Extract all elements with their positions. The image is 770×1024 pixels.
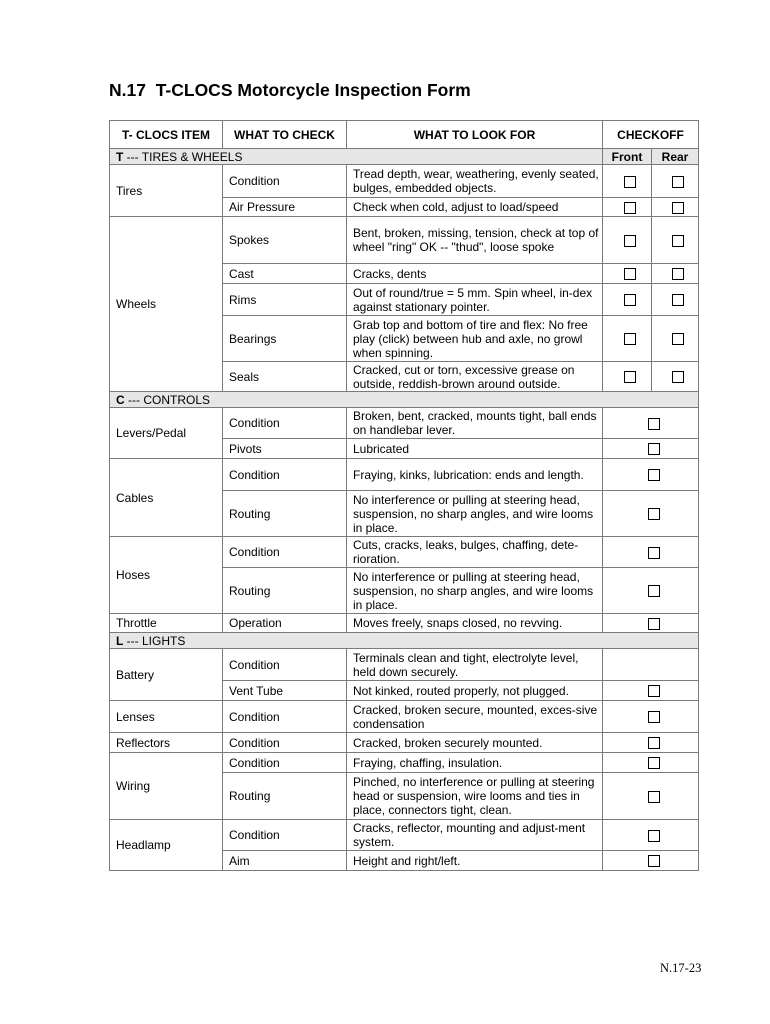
look-cell: Tread depth, wear, weathering, evenly seated, bulges, embedded objects. (347, 165, 603, 198)
check-cell: Condition (223, 165, 347, 198)
table-row (110, 537, 699, 568)
table-row (110, 408, 699, 439)
check-cell: Condition (223, 820, 347, 851)
checkbox-cell (603, 459, 699, 491)
section-label: --- LIGHTS (123, 633, 186, 648)
check-cell: Condition (223, 459, 347, 491)
header-row (110, 121, 699, 149)
item-levers-pedal: Levers/Pedal (110, 408, 223, 459)
item-headlamp: Headlamp (110, 820, 223, 871)
look-cell: Cuts, cracks, leaks, bulges, chaffing, dete-rioration. (347, 537, 603, 568)
rear-checkbox[interactable] (672, 268, 684, 280)
check-cell: Condition (223, 537, 347, 568)
checkoff-checkbox[interactable] (648, 791, 660, 803)
checkbox-cell (603, 701, 699, 733)
table-row (110, 820, 699, 851)
look-cell: Cracks, reflector, mounting and adjust-ment system. (347, 820, 603, 851)
rear-checkbox[interactable] (672, 294, 684, 306)
checkoff-checkbox[interactable] (648, 469, 660, 481)
section-label: --- CONTROLS (124, 392, 211, 407)
front-checkbox[interactable] (624, 333, 636, 345)
table-row (110, 459, 699, 491)
item-battery: Battery (110, 649, 223, 701)
check-cell: Cast (223, 264, 347, 284)
checkoff-checkbox[interactable] (648, 830, 660, 842)
front-checkbox-cell (603, 264, 652, 284)
front-checkbox[interactable] (624, 176, 636, 188)
check-cell: Air Pressure (223, 198, 347, 217)
check-cell: Seals (223, 362, 347, 392)
table-row (110, 614, 699, 633)
check-cell: Routing (223, 491, 347, 537)
front-checkbox[interactable] (624, 268, 636, 280)
look-cell: Fraying, chaffing, insulation. (347, 753, 603, 773)
page-number: N.17-23 (660, 961, 702, 975)
header-checkoff: CHECKOFF (603, 121, 699, 149)
front-checkbox-cell (603, 284, 652, 316)
check-cell: Condition (223, 408, 347, 439)
look-cell: Out of round/true = 5 mm. Spin wheel, in-dex against stationary pointer. (347, 284, 603, 316)
check-cell: Bearings (223, 316, 347, 362)
check-cell: Condition (223, 701, 347, 733)
item-hoses: Hoses (110, 537, 223, 614)
rear-checkbox[interactable] (672, 235, 684, 247)
check-cell: Aim (223, 851, 347, 871)
checkoff-checkbox[interactable] (648, 508, 660, 520)
checkbox-cell-empty (603, 649, 699, 681)
section-row-controls (110, 392, 699, 408)
table-row (110, 165, 699, 198)
table-row (110, 649, 699, 681)
look-cell: Check when cold, adjust to load/speed (347, 198, 603, 217)
checkbox-cell (603, 851, 699, 871)
checkbox-cell (603, 773, 699, 820)
checkoff-checkbox[interactable] (648, 757, 660, 769)
look-cell: Pinched, no interference or pulling at steering head or suspension, wire looms and ties in place, connectors tight, clean. (347, 773, 603, 820)
section-title-lights (110, 633, 699, 649)
header-front: Front (603, 149, 652, 165)
rear-checkbox[interactable] (672, 333, 684, 345)
check-cell: Routing (223, 773, 347, 820)
look-cell: Fraying, kinks, lubrication: ends and length. (347, 459, 603, 491)
rear-checkbox-cell (652, 198, 699, 217)
item-wheels: Wheels (110, 217, 223, 392)
front-checkbox[interactable] (624, 294, 636, 306)
inspection-table (109, 120, 699, 871)
checkbox-cell (603, 614, 699, 633)
header-rear: Rear (652, 149, 699, 165)
checkoff-checkbox[interactable] (648, 585, 660, 597)
look-cell: Cracked, broken secure, mounted, exces-sive condensation (347, 701, 603, 733)
section-label: --- TIRES & WHEELS (123, 149, 243, 164)
look-cell: Terminals clean and tight, electrolyte level, held down securely. (347, 649, 603, 681)
rear-checkbox-cell (652, 217, 699, 264)
check-cell: Routing (223, 568, 347, 614)
table-row (110, 753, 699, 773)
checkbox-cell (603, 537, 699, 568)
checkbox-cell (603, 491, 699, 537)
item-wiring: Wiring (110, 753, 223, 820)
checkoff-checkbox[interactable] (648, 547, 660, 559)
checkoff-checkbox[interactable] (648, 737, 660, 749)
header-item: T- CLOCS ITEM (110, 121, 223, 149)
page-title: N.17 T-CLOCS Motorcycle Inspection Form (109, 80, 471, 100)
front-checkbox-cell (603, 362, 652, 392)
item-throttle: Throttle (110, 614, 223, 633)
item-cables: Cables (110, 459, 223, 537)
look-cell: Cracks, dents (347, 264, 603, 284)
rear-checkbox-cell (652, 284, 699, 316)
checkbox-cell (603, 439, 699, 459)
checkbox-cell (603, 681, 699, 701)
look-cell: Not kinked, routed properly, not plugged. (347, 681, 603, 701)
checkoff-checkbox[interactable] (648, 443, 660, 455)
look-cell: Moves freely, snaps closed, no revving. (347, 614, 603, 633)
front-checkbox-cell (603, 316, 652, 362)
item-tires: Tires (110, 165, 223, 217)
item-reflectors: Reflectors (110, 733, 223, 753)
section-letter: C (116, 392, 125, 407)
table-row (110, 733, 699, 753)
section-title-controls (110, 392, 699, 408)
check-cell: Rims (223, 284, 347, 316)
check-cell: Condition (223, 753, 347, 773)
front-checkbox[interactable] (624, 371, 636, 383)
check-cell: Condition (223, 733, 347, 753)
front-checkbox[interactable] (624, 235, 636, 247)
rear-checkbox[interactable] (672, 176, 684, 188)
item-lenses: Lenses (110, 701, 223, 733)
rear-checkbox-cell (652, 264, 699, 284)
look-cell: No interference or pulling at steering head, suspension, no sharp angles, and wire looms in place. (347, 568, 603, 614)
checkoff-checkbox[interactable] (648, 618, 660, 630)
look-cell: Cracked, cut or torn, excessive grease on outside, reddish-brown around outside. (347, 362, 603, 392)
look-cell: Height and right/left. (347, 851, 603, 871)
check-cell: Operation (223, 614, 347, 633)
rear-checkbox[interactable] (672, 371, 684, 383)
table-row (110, 217, 699, 264)
header-what-to-look-for: WHAT TO LOOK FOR (347, 121, 603, 149)
look-cell: Lubricated (347, 439, 603, 459)
check-cell: Spokes (223, 217, 347, 264)
rear-checkbox[interactable] (672, 202, 684, 214)
checkbox-cell (603, 568, 699, 614)
checkbox-cell (603, 733, 699, 753)
table-row (110, 701, 699, 733)
section-row-lights (110, 633, 699, 649)
rear-checkbox-cell (652, 362, 699, 392)
look-cell: Cracked, broken securely mounted. (347, 733, 603, 753)
front-checkbox-cell (603, 217, 652, 264)
front-checkbox[interactable] (624, 202, 636, 214)
checkoff-checkbox[interactable] (648, 685, 660, 697)
section-letter: T (116, 149, 124, 164)
checkoff-checkbox[interactable] (648, 418, 660, 430)
checkoff-checkbox[interactable] (648, 855, 660, 867)
look-cell: Bent, broken, missing, tension, check at top of wheel "ring" OK -- "thud", loose spoke (347, 217, 603, 264)
checkoff-checkbox[interactable] (648, 711, 660, 723)
check-cell: Condition (223, 649, 347, 681)
look-cell: Broken, bent, cracked, mounts tight, ball ends on handlebar lever. (347, 408, 603, 439)
check-cell: Vent Tube (223, 681, 347, 701)
checkbox-cell (603, 408, 699, 439)
rear-checkbox-cell (652, 316, 699, 362)
rear-checkbox-cell (652, 165, 699, 198)
look-cell: No interference or pulling at steering head, suspension, no sharp angles, and wire looms in place. (347, 491, 603, 537)
check-cell: Pivots (223, 439, 347, 459)
front-checkbox-cell (603, 198, 652, 217)
checkbox-cell (603, 753, 699, 773)
section-row-tires-wheels (110, 149, 699, 165)
section-letter: L (116, 633, 124, 648)
header-what-to-check: WHAT TO CHECK (223, 121, 347, 149)
checkbox-cell (603, 820, 699, 851)
look-cell: Grab top and bottom of tire and flex: No free play (click) between hub and axle, no growl when spinning. (347, 316, 603, 362)
section-title-tires-wheels (110, 149, 603, 165)
front-checkbox-cell (603, 165, 652, 198)
